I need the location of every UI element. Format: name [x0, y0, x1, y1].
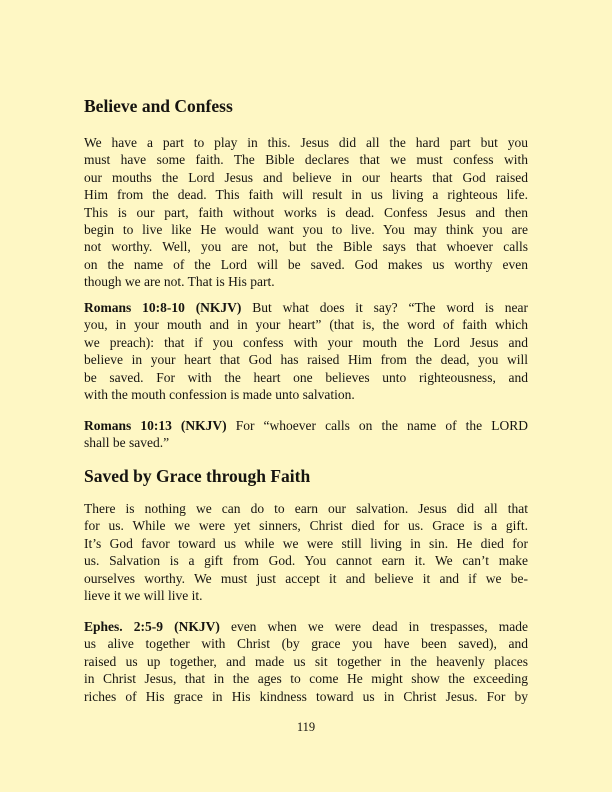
scripture-line: riches of His grace in His kindness toward us in Christ Jesus. For by	[84, 688, 528, 704]
paragraph-line: not worthy. Well, you are not, but the Bible says that whoever calls	[84, 239, 528, 255]
paragraph-believe-and-confess	[84, 134, 528, 291]
scripture-romans-10-13	[84, 417, 528, 452]
scripture-reference: Romans 10:13 (NKJV)	[84, 418, 227, 433]
scripture-first-line	[84, 618, 528, 635]
scripture-line: us alive together with Christ (by grace you have been saved), and	[84, 636, 528, 652]
scripture-line: in Christ Jesus, that in the ages to come He might show the exceeding	[84, 671, 528, 687]
paragraph-line: lieve it we will live it.	[84, 587, 203, 603]
paragraph-line: This is our part, faith without works is dead. Confess Jesus and then	[84, 204, 528, 220]
paragraph-line: though we are not. That is His part.	[84, 274, 275, 290]
section-heading-believe-and-confess: Believe and Confess	[84, 96, 233, 116]
paragraph-line: It’s God favor toward us while we were still living in sin. He died for	[84, 535, 528, 551]
scripture-line: shall be saved.”	[84, 435, 170, 451]
scripture-line: be saved. For with the heart one believes unto righteousness, and	[84, 369, 528, 385]
paragraph-line: There is nothing we can do to earn our salvation. Jesus did all that	[84, 501, 528, 516]
paragraph-line: must have some faith. The Bible declares that we must confess with	[84, 152, 528, 168]
paragraph-line: for us. While we were yet sinners, Christ died for us. Grace is a gift.	[84, 518, 528, 534]
scripture-first-line	[84, 299, 528, 316]
paragraph-line: Him from the dead. This faith will result in us living a righteous life.	[84, 187, 528, 203]
paragraph-line: begin to live like He would want you to live. You may think you are	[84, 221, 528, 237]
paragraph-line: on the name of the Lord will be saved. God makes us worthy even	[84, 256, 528, 272]
scripture-text: But what does it say? “The word is near	[241, 300, 528, 315]
page-number: 119	[296, 720, 316, 734]
paragraph-line: We have a part to play in this. Jesus did all the hard part but you	[84, 135, 528, 150]
scripture-ephesians-2-5-9	[84, 618, 528, 705]
scripture-line: raised us up together, and made us sit together in the heavenly places	[84, 653, 528, 669]
scripture-reference: Ephes. 2:5-9 (NKJV)	[84, 619, 220, 634]
scripture-line: you, in your mouth and in your heart” (that is, the word of faith which	[84, 317, 528, 333]
paragraph-line: us. Salvation is a gift from God. You cannot earn it. We can’t make	[84, 553, 528, 569]
scripture-reference: Romans 10:8-10 (NKJV)	[84, 300, 242, 315]
section-heading-saved-by-grace: Saved by Grace through Faith	[84, 466, 311, 486]
scripture-text: For “whoever calls on the name of the LORD	[226, 418, 528, 433]
paragraph-saved-by-grace	[84, 500, 528, 604]
paragraph-line: our mouths the Lord Jesus and believe in our hearts that God raised	[84, 169, 528, 185]
scripture-romans-10-8-10	[84, 299, 528, 403]
scripture-text: even when we were dead in trespasses, made	[219, 619, 528, 634]
scripture-first-line	[84, 417, 528, 434]
scripture-line: with the mouth confession is made unto salvation.	[84, 386, 355, 402]
scripture-line: we preach): that if you confess with your mouth the Lord Jesus and	[84, 334, 528, 350]
scripture-line: believe in your heart that God has raised Him from the dead, you will	[84, 352, 528, 368]
paragraph-line: ourselves worthy. We must just accept it and believe it and if we be-	[84, 570, 528, 586]
